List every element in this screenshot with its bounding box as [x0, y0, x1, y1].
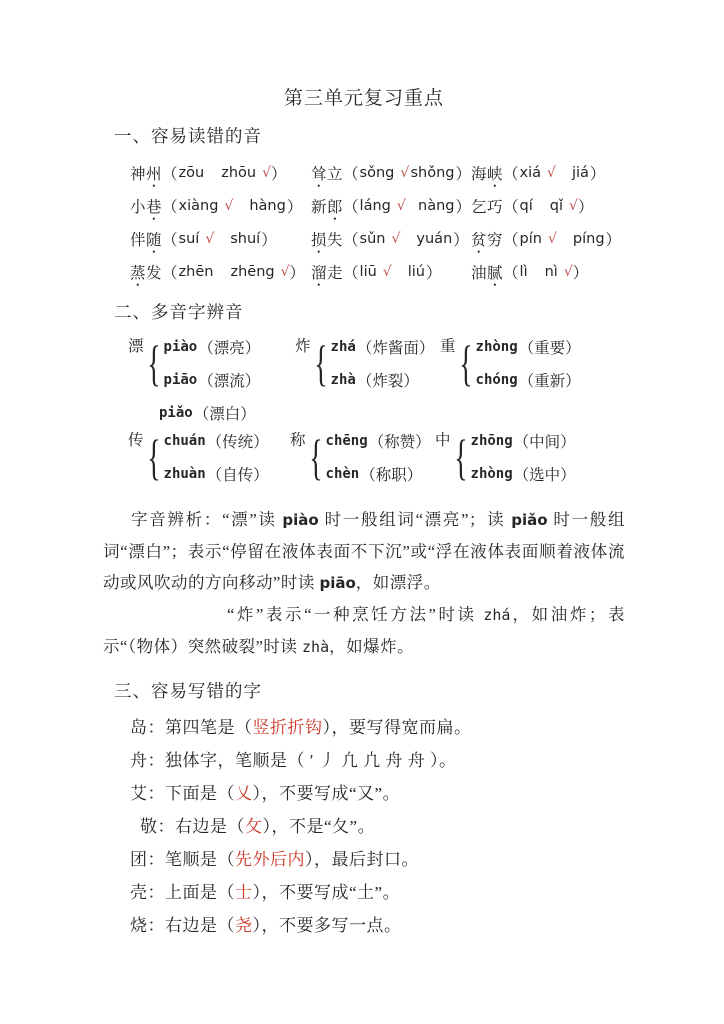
polyphone-readings [326, 424, 431, 490]
polyphone-readings [471, 424, 576, 490]
reading-line [164, 457, 269, 490]
paragraph-text: 字音辨析：“漂”读 [131, 510, 283, 529]
open-paren: （ [162, 264, 178, 282]
pinyin-choice-cell [130, 222, 311, 255]
section-heading-1: 一、容易读错的音 [114, 126, 262, 146]
check-mark: √ [205, 230, 215, 247]
pinyin-option: pín [519, 230, 542, 247]
word-char: 伴 [130, 231, 147, 249]
polyphone-char: 称 [290, 432, 306, 449]
open-paren: （ [503, 264, 519, 282]
section-heading-2: 二、多音字辨音 [114, 302, 244, 322]
word-char: 乞 [471, 198, 488, 216]
char-note-line [130, 742, 625, 775]
reading-line [326, 457, 431, 490]
pinyin-choice-cell [471, 156, 625, 189]
polyphone-readings [164, 424, 269, 490]
reading-word: （称职） [360, 466, 423, 484]
brace-icon: { [146, 335, 161, 391]
pinyin-option: qǐ [549, 197, 564, 214]
char-note-line [130, 775, 625, 808]
reading-word: （自传） [206, 466, 269, 484]
word-char: 神 [130, 165, 147, 183]
word-text [471, 162, 503, 184]
polyphone-group [128, 330, 295, 429]
pinyin-option: píng [572, 230, 605, 247]
note-text-red: 攵 [245, 817, 263, 836]
word-text [130, 195, 162, 217]
pinyin-choice-cell [471, 255, 625, 288]
reading-pinyin: chēng [325, 432, 368, 449]
section-heading-3: 三、容易写错的字 [114, 681, 262, 701]
close-paren: ） [577, 198, 594, 216]
reading-line [476, 330, 581, 363]
reading-word: （重新） [518, 372, 581, 390]
note-text-red: 先外后内 [235, 850, 305, 869]
word-char: 立 [327, 165, 344, 183]
word-char: 新 [311, 198, 328, 216]
paragraph-text: “炸”表示“一种烹饪方法”时读 [227, 605, 484, 624]
check-mark: √ [262, 164, 272, 181]
word-char: 郎 [327, 198, 344, 216]
reading-line [326, 424, 431, 457]
polyphone-row-2 [128, 424, 625, 490]
note-text: ），不要多写一点。 [252, 916, 402, 935]
reading-word: （漂流） [198, 372, 261, 390]
reading-word: （传统） [206, 433, 269, 451]
word-char: 巧 [487, 198, 504, 216]
reading-word: （漂亮） [198, 339, 261, 357]
reading-line [164, 424, 269, 457]
open-paren: （ [162, 231, 178, 249]
polyphone-main [440, 330, 581, 396]
close-paren: ） [271, 165, 287, 183]
close-paren: ） [605, 231, 622, 249]
pinyin-option: yuán [416, 230, 453, 247]
pinyin-choice-cell [471, 189, 625, 222]
reading-line [471, 457, 576, 490]
check-mark: √ [396, 197, 406, 214]
check-mark: √ [391, 230, 401, 247]
paragraph-text: ，如爆炸。 [329, 637, 415, 656]
reading-pinyin: piào [163, 338, 198, 355]
check-mark: √ [280, 263, 290, 280]
brace-icon: { [453, 429, 468, 485]
pinyin-option: xiá [519, 164, 542, 181]
note-text: 团：笔顺是（ [130, 850, 235, 869]
pinyin-option: láng [359, 197, 391, 214]
reading-pinyin: zhòng [470, 465, 513, 482]
pinyin-choice-cell [471, 222, 625, 255]
pinyin-choice-cell [311, 255, 471, 288]
note-text: ），不要写成“土”。 [252, 883, 401, 902]
word-char: 贫 [471, 231, 488, 249]
close-paren: ） [261, 231, 277, 249]
word-char: 穷 [487, 231, 504, 249]
word-char: 巷 [146, 198, 163, 216]
note-text: 敬：右边是（ [140, 817, 245, 836]
polyphone-group [295, 330, 440, 429]
char-note-line [130, 709, 625, 742]
reading-line [476, 363, 581, 396]
check-mark: √ [563, 263, 573, 280]
pinyin-option: liú [407, 263, 425, 280]
pinyin-emphasis: piāo [319, 574, 356, 592]
reading-word: （炸酱面） [356, 339, 435, 357]
pinyin-choice-cell [311, 189, 471, 222]
reading-pinyin: zhà [330, 371, 356, 388]
open-paren: （ [343, 198, 359, 216]
pinyin-option: liū [359, 263, 377, 280]
pinyin-option: zhēng [230, 263, 275, 280]
polyphone-group [128, 424, 290, 490]
note-text: 壳：上面是（ [130, 883, 235, 902]
close-paren: ） [455, 165, 471, 183]
note-text-red: 竖折折钩 [252, 718, 323, 737]
word-char: 发 [146, 264, 163, 282]
polyphone-char: 炸 [295, 338, 311, 355]
close-paren: ） [289, 264, 306, 282]
open-paren: （ [162, 198, 178, 216]
word-char: 耸 [311, 165, 328, 183]
analysis-paragraph-1 [103, 504, 625, 599]
polyphone-main [290, 424, 435, 490]
char-note-line [130, 841, 625, 874]
reading-line [331, 363, 435, 396]
word-text [471, 228, 503, 250]
pinyin-option: jiá [571, 164, 589, 181]
pinyin-choice-cell [130, 255, 311, 288]
pinyin-option: nì [544, 263, 558, 280]
open-paren: （ [162, 165, 178, 183]
note-text-red: 乂 [235, 784, 253, 803]
word-char: 溜 [311, 264, 328, 282]
paragraph-text: ，如油炸；表示“（物体）突然破裂”时读 [103, 605, 626, 656]
open-paren: （ [503, 165, 519, 183]
note-text: ），不是“夂”。 [262, 817, 376, 836]
note-text: ），要写得宽而扁。 [322, 718, 472, 737]
polyphone-char: 漂 [128, 338, 144, 355]
pinyin-choice-cell [130, 189, 311, 222]
pinyin-emphasis: piǎo [511, 511, 548, 529]
polyphone-group [440, 330, 581, 429]
char-notes [130, 709, 625, 940]
word-text [311, 195, 343, 217]
polyphone-char: 重 [440, 338, 456, 355]
word-char: 走 [327, 264, 344, 282]
open-paren: （ [503, 198, 519, 216]
pinyin-option: xiàng [178, 197, 219, 214]
reading-line [471, 424, 576, 457]
check-mark: √ [547, 230, 557, 247]
open-paren: （ [503, 231, 519, 249]
reading-pinyin: chóng [475, 371, 518, 388]
reading-pinyin: piāo [163, 371, 198, 388]
word-text [471, 195, 503, 217]
reading-word: （选中） [513, 466, 576, 484]
reading-pinyin: chuán [163, 432, 206, 449]
word-text [311, 261, 343, 283]
open-paren: （ [343, 165, 359, 183]
brace-icon: { [458, 335, 473, 391]
reading-pinyin: zhá [330, 338, 356, 355]
check-mark: √ [547, 164, 556, 181]
word-char: 油 [471, 264, 488, 282]
page-title: 第三单元复习重点 [283, 88, 444, 109]
pinyin-emphasis: zhà [302, 638, 330, 656]
pinyin-option: sǒng [359, 164, 395, 181]
note-text-red: 尧 [235, 916, 253, 935]
reading-word: （中间） [513, 433, 576, 451]
word-char: 州 [146, 165, 163, 183]
analysis-paragraphs [103, 504, 625, 663]
polyphone-readings [476, 330, 581, 396]
word-char: 峡 [487, 165, 504, 183]
close-paren: ） [455, 198, 471, 216]
reading-word: （漂白） [193, 405, 256, 423]
close-paren: ） [425, 264, 442, 282]
note-text: 岛：第四笔是（ [130, 718, 253, 737]
check-mark: √ [382, 263, 392, 280]
polyphone-main [435, 424, 576, 490]
pinyin-choice-cell [311, 156, 471, 189]
check-mark: √ [224, 197, 234, 214]
word-text [130, 228, 162, 250]
word-char: 随 [146, 231, 163, 249]
word-char: 海 [471, 165, 488, 183]
word-text [311, 228, 343, 250]
pinyin-grid [130, 156, 625, 288]
close-paren: ） [589, 165, 606, 183]
brace-icon: { [313, 335, 328, 391]
pinyin-option: nàng [418, 197, 455, 214]
note-text-red: 士 [235, 883, 253, 902]
pinyin-choice-cell [130, 156, 311, 189]
reading-line [331, 330, 435, 363]
reading-pinyin: piǎo [159, 404, 193, 421]
paragraph-text: ，如漂浮。 [355, 573, 441, 592]
paragraph-text: 时一般组词“漂白”；表示“停留在液体表面不下沉”或“浮在液体表面顺着液体流动或风吹动的方向移动”时读 [103, 510, 625, 592]
word-char: 损 [311, 231, 328, 249]
polyphone-readings [331, 330, 435, 396]
pinyin-option: qí [519, 197, 533, 214]
polyphone-main [128, 424, 290, 490]
analysis-paragraph-2 [103, 599, 625, 663]
char-note-line [130, 874, 625, 907]
polyphone-char: 传 [128, 432, 144, 449]
reading-pinyin: zhuàn [163, 465, 206, 482]
pinyin-option: shuí [230, 230, 261, 247]
reading-line [164, 330, 261, 363]
polyphone-char: 中 [435, 432, 451, 449]
pinyin-emphasis: zhá [483, 606, 511, 624]
word-text [130, 261, 162, 283]
reading-pinyin: chèn [325, 465, 360, 482]
polyphone-row-1 [128, 330, 625, 429]
note-text: 艾：下面是（ [130, 784, 235, 803]
check-mark: √ [400, 164, 410, 181]
word-char: 蒸 [130, 264, 147, 282]
reading-pinyin: zhòng [475, 338, 518, 355]
pinyin-option: hàng [249, 197, 286, 214]
close-paren: ） [572, 264, 589, 282]
pinyin-option: zhēn [178, 263, 214, 280]
char-note-line [140, 808, 625, 841]
word-text [130, 162, 162, 184]
brace-icon: { [146, 429, 161, 485]
polyphone-group [290, 424, 435, 490]
paragraph-text: 时一般组词“漂亮”；读 [318, 510, 512, 529]
pinyin-option: zōu [178, 164, 205, 181]
pinyin-option: shǒng [410, 164, 455, 181]
word-char: 失 [327, 231, 344, 249]
brace-icon: { [308, 429, 323, 485]
pinyin-option: suí [178, 230, 200, 247]
char-note-line [130, 907, 625, 940]
pinyin-option: lì [519, 263, 528, 280]
open-paren: （ [343, 231, 359, 249]
polyphone-main [128, 330, 295, 396]
reading-word: （称赞） [368, 433, 431, 451]
note-text: 舟：独体字，笔顺是（ ′ 丿 凢 凣 舟 舟 ）。 [130, 751, 457, 770]
close-paren: ） [453, 231, 469, 249]
note-text: ），最后封口。 [305, 850, 419, 869]
word-char: 腻 [487, 264, 504, 282]
reading-word: （重要） [518, 339, 581, 357]
polyphone-group [435, 424, 576, 490]
close-paren: ） [286, 198, 303, 216]
pinyin-choice-cell [311, 222, 471, 255]
note-text: ），不要写成“又”。 [252, 784, 401, 803]
reading-word: （炸裂） [356, 372, 419, 390]
pinyin-option: sǔn [359, 230, 386, 247]
word-text [471, 261, 503, 283]
pinyin-emphasis: piào [282, 511, 319, 529]
reading-line [164, 363, 261, 396]
word-text [311, 162, 343, 184]
open-paren: （ [343, 264, 359, 282]
word-char: 小 [130, 198, 147, 216]
pinyin-option: zhōu [221, 164, 257, 181]
polyphone-readings [164, 330, 261, 396]
check-mark: √ [569, 197, 578, 214]
polyphone-main [295, 330, 440, 396]
note-text: 烧：右边是（ [130, 916, 235, 935]
reading-pinyin: zhōng [470, 432, 513, 449]
